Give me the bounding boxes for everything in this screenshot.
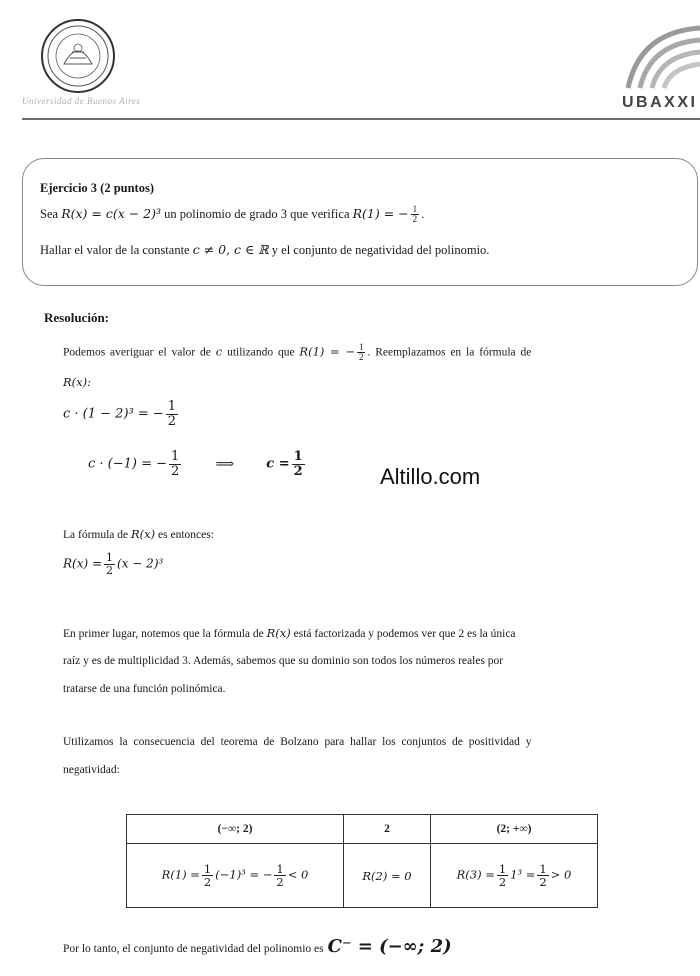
text-segment: es entonces: [158, 529, 214, 541]
math-condition: R(1) = − [299, 344, 355, 359]
cell-text: (−1)³ = − [215, 867, 273, 882]
fraction-denominator: 2 [106, 563, 114, 577]
table-cell [127, 844, 344, 908]
formula [63, 552, 163, 576]
paragraph-2-line2: negatividad: [63, 764, 120, 776]
fraction-denominator: 2 [276, 875, 284, 889]
paragraph-1-line2: raíz y es de multiplicidad 3. Además, sabemos que su dominio son todos los números reales por [63, 655, 504, 667]
cell-text: R(3) = [456, 867, 495, 882]
text-segment: En primer lugar, notemos que la fórmula de [63, 628, 264, 640]
table-cell [344, 844, 431, 908]
fraction-denominator: 2 [167, 413, 177, 429]
exercise-title: Ejercicio 3 (2 puntos) [40, 181, 154, 195]
fraction-half [537, 863, 548, 888]
fraction-half [104, 552, 115, 576]
university-seal [40, 18, 116, 94]
interval-label: (−∞; 2) [217, 823, 253, 835]
intro-line1 [63, 343, 673, 363]
table-header-cell [431, 815, 598, 844]
math-function: R(x) [266, 626, 291, 640]
fraction-numerator: 1 [498, 861, 507, 876]
fraction-numerator: 1 [358, 342, 364, 352]
fraction-numerator: 1 [106, 551, 114, 564]
fraction-numerator: 1 [167, 399, 177, 414]
watermark: Altillo.com [380, 464, 481, 489]
fraction-denominator: 2 [412, 214, 418, 225]
fraction-half [202, 863, 213, 888]
text-segment: está factorizada y podemos ver que 2 es la única [293, 628, 516, 640]
cell-text: 1³ = [510, 867, 536, 882]
conclusion [63, 936, 452, 957]
fraction-half [166, 400, 178, 428]
table-header-cell [344, 815, 431, 844]
fraction-denominator: 2 [539, 875, 547, 889]
fraction-numerator: 1 [539, 861, 547, 876]
fraction-half [169, 450, 181, 478]
fraction-denominator: 2 [293, 463, 303, 479]
cell-text: < 0 [287, 867, 309, 882]
fraction-numerator: 1 [171, 449, 180, 464]
exercise-statement-line2 [40, 242, 489, 258]
sign-table [126, 814, 598, 908]
math-condition: R(1) = − [352, 205, 409, 221]
ubaxxi-logo-icon [620, 22, 700, 92]
fraction-half [411, 205, 420, 225]
equation-lhs: c · (−1) = − [88, 456, 168, 472]
fraction-half [357, 343, 366, 363]
intro-line2: R(x): [63, 375, 91, 389]
fraction-denominator: 2 [171, 463, 180, 479]
math-constraint: c ≠ 0, c ∈ ℝ [192, 242, 269, 257]
table-row [127, 844, 598, 908]
implies-symbol: ⟹ [215, 456, 235, 472]
fraction-numerator: 1 [412, 204, 418, 214]
seal-caption: Universidad de Buenos Aires [22, 96, 141, 106]
header-divider [22, 118, 700, 120]
text-segment: utilizando que [227, 346, 295, 359]
cell-text: R(2) = 0 [362, 868, 412, 883]
fraction-half [497, 863, 508, 888]
interval-label: (2; +∞) [496, 823, 532, 835]
text-segment: . [421, 206, 425, 221]
fraction-denominator: 2 [358, 352, 364, 363]
table-header-cell [127, 815, 344, 844]
fraction-denominator: 2 [498, 875, 507, 889]
math-definition: R(x) = c(x − 2)³ [61, 205, 162, 221]
root-label: 2 [384, 823, 390, 835]
equation-result: c = [266, 456, 290, 472]
fraction-numerator: 1 [276, 861, 284, 876]
paragraph-1-line3: tratarse de una función polinómica. [63, 683, 226, 695]
exercise-statement-line1 [40, 205, 424, 225]
formula-rhs: (x − 2)³ [117, 556, 164, 571]
formula-lhs: R(x) = [63, 556, 103, 571]
cell-text: R(1) = [161, 867, 200, 882]
fraction-half [292, 450, 305, 478]
table-cell [431, 844, 598, 908]
text-segment: y el conjunto de negatividad del polinomio. [271, 243, 490, 257]
formula-intro [63, 528, 214, 543]
equation-lhs: c · (1 − 2)³ = − [63, 406, 164, 422]
brand-name: UBAXXI [622, 94, 698, 111]
math-var: c [215, 344, 223, 359]
paragraph-1-line1 [63, 627, 673, 642]
text-segment: . Reemplazamos en la fórmula de [367, 346, 532, 359]
text-segment: La fórmula de [63, 529, 129, 541]
fraction-half [274, 863, 285, 888]
table-header-row [127, 815, 598, 844]
conclusion-math: C⁻ = (−∞; 2) [327, 936, 452, 957]
fraction-denominator: 2 [203, 875, 212, 889]
fraction-numerator: 1 [293, 449, 303, 464]
text-segment: Podemos averiguar el valor de [63, 346, 211, 359]
text-segment: Hallar el valor de la constante [40, 243, 190, 257]
conclusion-text: Por lo tanto, el conjunto de negatividad del polinomio es [63, 943, 324, 955]
math-function: R(x) [131, 527, 156, 541]
text-segment: un polinomio de grado 3 que verifica [164, 206, 350, 221]
resolution-heading: Resolución: [44, 310, 109, 325]
paragraph-2-line1: Utilizamos la consecuencia del teorema de Bolzano para hallar los conjuntos de positividad y [63, 736, 532, 748]
equation-1 [63, 400, 180, 428]
equation-2 [88, 450, 307, 478]
fraction-numerator: 1 [203, 861, 212, 876]
text-segment: Sea [40, 206, 59, 221]
cell-text: > 0 [550, 867, 572, 882]
